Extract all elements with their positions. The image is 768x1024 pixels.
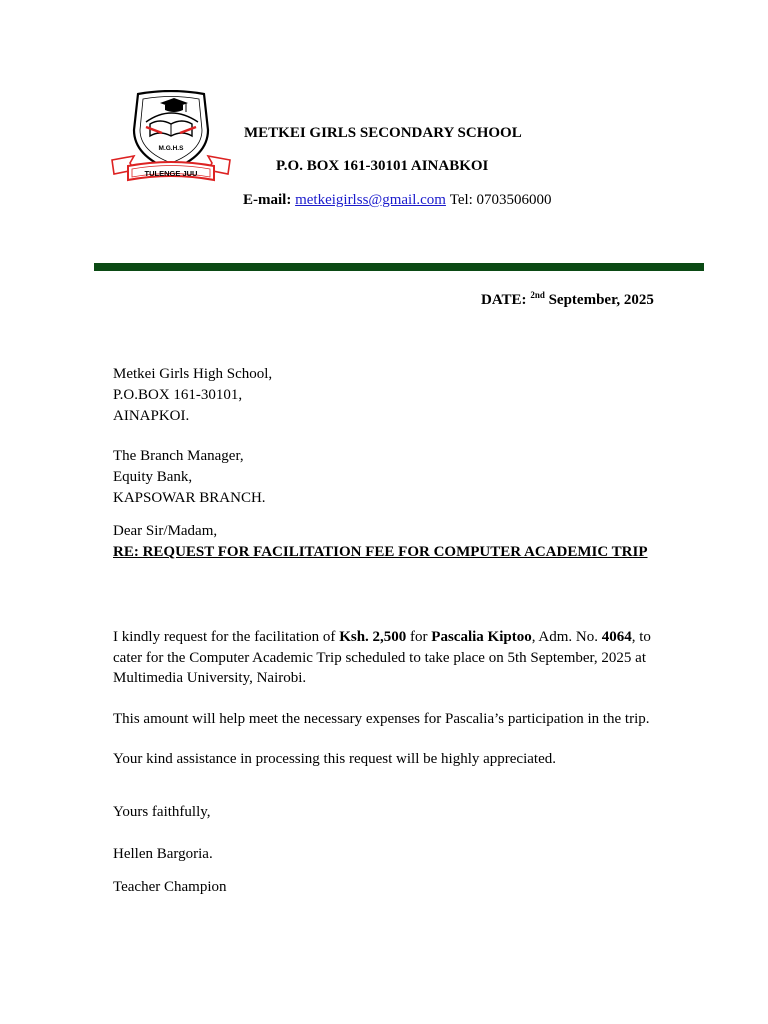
recipient-address-line: KAPSOWAR BRANCH. <box>113 490 266 506</box>
subject-line: RE: REQUEST FOR FACILITATION FEE FOR COMPUTER ACADEMIC TRIP <box>113 544 648 560</box>
amount: Ksh. 2,500 <box>339 629 407 645</box>
recipient-address-line: The Branch Manager, <box>113 448 244 464</box>
date-day: 2nd <box>530 290 545 300</box>
closing: Yours faithfully, <box>113 804 211 820</box>
body-paragraph-thanks: Your kind assistance in processing this request will be highly appreciated. <box>113 751 556 767</box>
school-address: P.O. BOX 161-30101 AINABKOI <box>276 158 489 174</box>
body-paragraph-purpose: This amount will help meet the necessary expenses for Pascalia’s participation in the trip. <box>113 711 650 727</box>
letterhead-divider <box>94 263 704 271</box>
sender-address-line: Metkei Girls High School, <box>113 366 273 382</box>
recipient-address-line: Equity Bank, <box>113 469 193 485</box>
sender-address-line: AINAPKOI. <box>113 408 190 424</box>
body-paragraph-request: I kindly request for the facilitation of Ksh. 2,500 for Pascalia Kiptoo, Adm. No. 4064, to cater for the Computer Academic Trip scheduled to take place on 5th September, 2025 at Multimedia University, Nairobi. <box>113 629 651 686</box>
date-label: DATE: <box>481 292 527 308</box>
signatory-name: Hellen Bargoria. <box>113 846 213 862</box>
student-name: Pascalia Kiptoo <box>431 629 532 645</box>
school-crest-logo <box>110 90 232 188</box>
sender-address-line: P.O.BOX 161-30101, <box>113 387 243 403</box>
email-link[interactable]: metkeigirlss@gmail.com <box>295 192 446 208</box>
email-label: E-mail: <box>243 192 292 208</box>
letter-date <box>481 290 654 309</box>
logo-initials: M.G.H.S <box>158 145 184 152</box>
date-rest: September, 2025 <box>548 292 654 308</box>
admission-number: 4064 <box>601 629 632 645</box>
logo-motto: TULENGE JUU <box>144 169 198 178</box>
signatory-title: Teacher Champion <box>113 879 227 895</box>
school-contact-line <box>243 192 552 209</box>
telephone: Tel: 0703506000 <box>449 192 552 208</box>
school-name: METKEI GIRLS SECONDARY SCHOOL <box>244 125 522 141</box>
salutation: Dear Sir/Madam, <box>113 523 218 539</box>
